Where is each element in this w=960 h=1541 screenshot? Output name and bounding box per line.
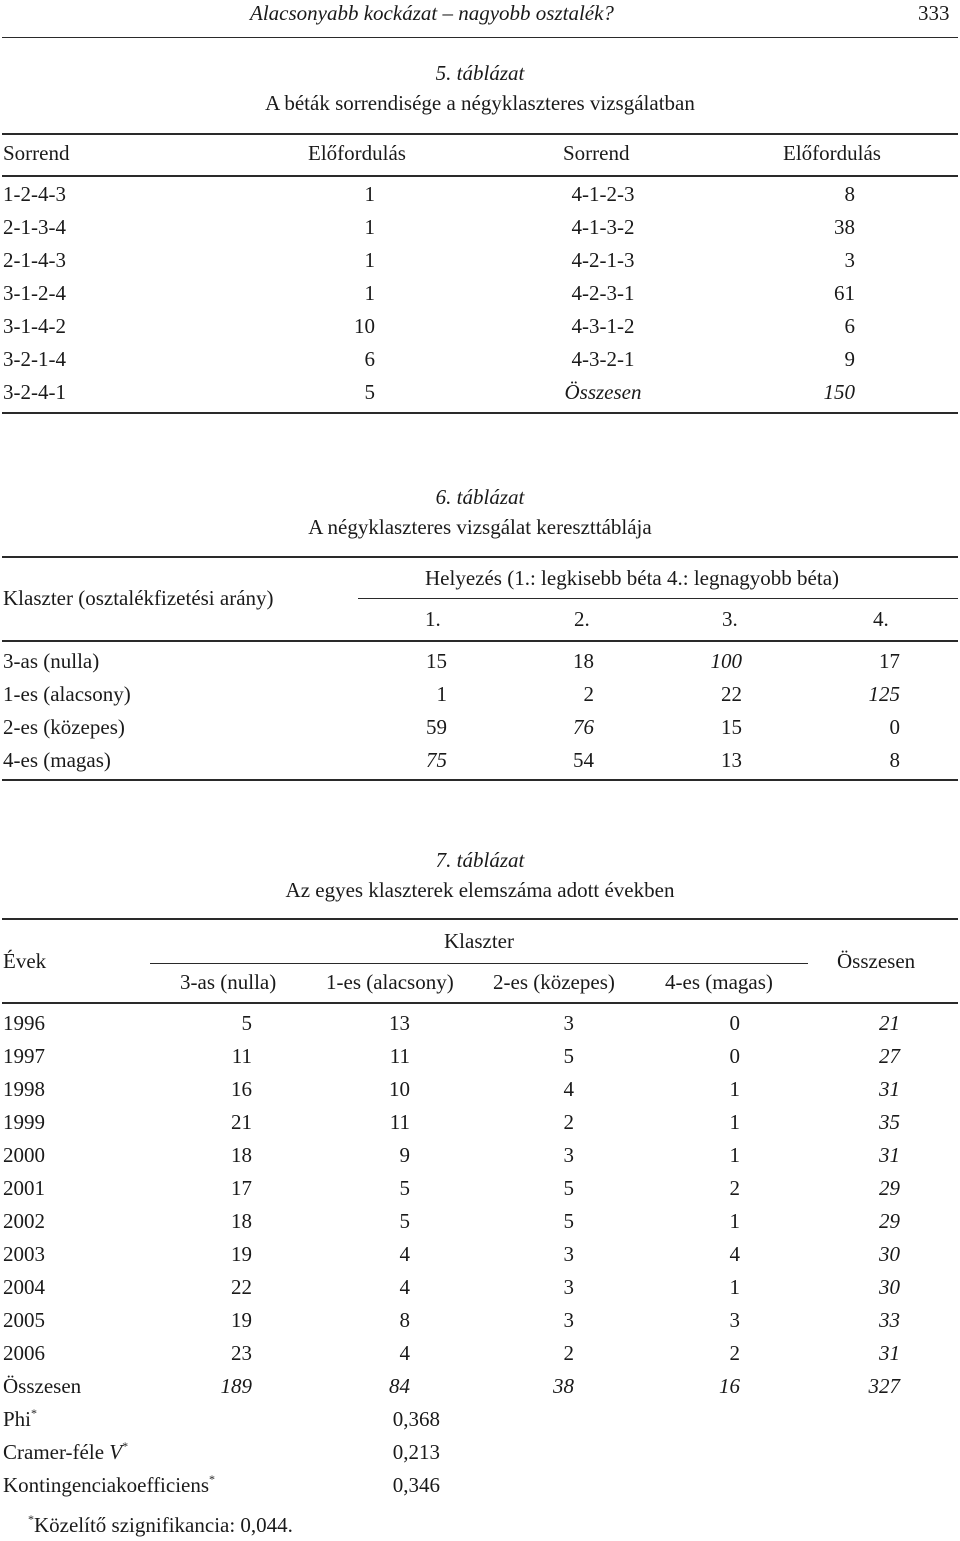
table7-cell: 30 xyxy=(879,1242,900,1266)
table7-cell: 38 xyxy=(553,1374,574,1398)
table7-cell: 11 xyxy=(389,1044,410,1068)
table5-cell: 3-2-4-1 xyxy=(3,380,66,404)
footnote-star: * xyxy=(28,1512,34,1526)
table6-bottom-rule xyxy=(2,779,958,781)
table5-cell: 1 xyxy=(364,248,375,272)
table7-cell: 35 xyxy=(879,1110,900,1134)
table7-year: 1996 xyxy=(3,1011,45,1035)
table6-cell: 18 xyxy=(573,649,594,673)
table7-cell: 23 xyxy=(231,1341,252,1365)
table7-cell: 31 xyxy=(879,1341,900,1365)
table7-sub-header: 1-es (alacsony) xyxy=(326,970,454,994)
table5-cell: 4-2-1-3 xyxy=(571,248,635,272)
footnote-text: Közelítő szignifikancia: 0,044. xyxy=(34,1513,293,1537)
table6-cell: 125 xyxy=(868,682,900,706)
table6-cell: 0 xyxy=(889,715,900,739)
table7-cell: 5 xyxy=(563,1209,574,1233)
table5-col-header: Előfordulás xyxy=(783,141,881,165)
table7-cell: 19 xyxy=(231,1308,252,1332)
table6-row-label: 2-es (közepes) xyxy=(3,715,125,739)
table7-cell: 3 xyxy=(563,1308,574,1332)
stat-star: * xyxy=(122,1439,129,1453)
table7-stat-label xyxy=(3,1472,216,1497)
stat-label-symbol: V xyxy=(109,1440,123,1464)
stat-label-text: Cramer-féle xyxy=(3,1440,110,1464)
table7-cell: 4 xyxy=(563,1077,574,1101)
table5-bottom-rule xyxy=(2,412,958,414)
table5-cell: 3-1-4-2 xyxy=(3,314,66,338)
table6-sub-header: 1. xyxy=(425,607,441,631)
table6-sub-header: 2. xyxy=(574,607,590,631)
table5-header-rule xyxy=(2,175,958,177)
table7-cell: 84 xyxy=(389,1374,410,1398)
table7-cell: 31 xyxy=(879,1143,900,1167)
table5-cell: 6 xyxy=(364,347,375,371)
table7-cell: 16 xyxy=(719,1374,740,1398)
table7-cell: 327 xyxy=(868,1374,900,1398)
table7-cell: 4 xyxy=(399,1275,410,1299)
table6-header-rule xyxy=(2,640,958,642)
table7-cell: 2 xyxy=(563,1341,574,1365)
table7-cell: 16 xyxy=(231,1077,252,1101)
table5-cell: 9 xyxy=(844,347,855,371)
table5-cell: 3 xyxy=(844,248,855,272)
table7-cell: 29 xyxy=(879,1209,900,1233)
table7-cell: 1 xyxy=(729,1209,740,1233)
table7-cell: 2 xyxy=(729,1176,740,1200)
table5-cell: 3-2-1-4 xyxy=(3,347,66,371)
table7-year: 2001 xyxy=(3,1176,45,1200)
table7-cell: 11 xyxy=(231,1044,252,1068)
table7-cell: 0 xyxy=(729,1044,740,1068)
table7-group-header: Klaszter xyxy=(444,929,514,953)
table5-cell: 6 xyxy=(844,314,855,338)
table6-row-label: 4-es (magas) xyxy=(3,748,111,772)
table5-title: A béták sorrendisége a négyklaszteres vizsgálatban xyxy=(265,91,695,115)
table7-cell: 18 xyxy=(231,1143,252,1167)
table7-cell: 9 xyxy=(399,1143,410,1167)
table7-year: 2005 xyxy=(3,1308,45,1332)
table6-row-label: 3-as (nulla) xyxy=(3,649,100,673)
table7-stat-value: 0,346 xyxy=(392,1473,440,1497)
table6-cell: 59 xyxy=(426,715,447,739)
table7-stat-value: 0,213 xyxy=(392,1440,440,1464)
table7-cell: 29 xyxy=(879,1176,900,1200)
table6-cell: 17 xyxy=(879,649,900,673)
table6-cell: 2 xyxy=(583,682,594,706)
table7-cell: 5 xyxy=(563,1044,574,1068)
table6-title: A négyklaszteres vizsgálat kereszttáblája xyxy=(308,515,652,539)
table5-cell: 2-1-3-4 xyxy=(3,215,66,239)
table7-cell: 27 xyxy=(879,1044,900,1068)
table6-sub-header: 4. xyxy=(873,607,889,631)
table5-cell: 1-2-4-3 xyxy=(3,182,66,206)
table5-col-header: Sorrend xyxy=(563,141,630,165)
table6-cell: 76 xyxy=(573,715,594,739)
table7-cell: 33 xyxy=(879,1308,900,1332)
table7-cell: 2 xyxy=(563,1110,574,1134)
table7-title: Az egyes klaszterek elemszáma adott években xyxy=(285,878,675,902)
table7-year: Összesen xyxy=(3,1374,82,1398)
table7-sub-header: 2-es (közepes) xyxy=(493,970,615,994)
table7-cell: 4 xyxy=(399,1242,410,1266)
table7-sub-header: 4-es (magas) xyxy=(665,970,773,994)
table6-cell: 75 xyxy=(426,748,447,772)
table7-year: 2002 xyxy=(3,1209,45,1233)
table7-cell: 11 xyxy=(389,1110,410,1134)
table7-year: 2000 xyxy=(3,1143,45,1167)
table7-cell: 21 xyxy=(231,1110,252,1134)
table6-sub-header: 3. xyxy=(722,607,738,631)
table6-cell: 8 xyxy=(889,748,900,772)
table7-cell: 31 xyxy=(879,1077,900,1101)
table7-stat-value: 0,368 xyxy=(392,1407,440,1431)
table7-cell: 1 xyxy=(729,1143,740,1167)
table5-number: 5. táblázat xyxy=(435,61,525,85)
table7-cell: 3 xyxy=(563,1143,574,1167)
table7-cell: 5 xyxy=(241,1011,252,1035)
table6-group-rule xyxy=(358,598,958,599)
table7-cell: 21 xyxy=(879,1011,900,1035)
table6-group-header: Helyezés (1.: legkisebb béta 4.: legnagyobb béta) xyxy=(425,566,840,590)
page-number: 333 xyxy=(918,1,950,25)
table7-cell: 13 xyxy=(389,1011,410,1035)
table5-cell: 4-2-3-1 xyxy=(571,281,635,305)
table7-number: 7. táblázat xyxy=(435,848,525,872)
table7-header-rule xyxy=(2,1002,958,1004)
table5-cell: 4-3-2-1 xyxy=(571,347,635,371)
table7-cell: 4 xyxy=(399,1341,410,1365)
table6-cell: 54 xyxy=(573,748,594,772)
table7-cell: 5 xyxy=(399,1209,410,1233)
table7-cell: 30 xyxy=(879,1275,900,1299)
table7-group-rule xyxy=(150,963,808,964)
table7-year: 1998 xyxy=(3,1077,45,1101)
table5-cell: 8 xyxy=(844,182,855,206)
table7-cell: 5 xyxy=(563,1176,574,1200)
table6-cell: 13 xyxy=(721,748,742,772)
table5-cell: 4-3-1-2 xyxy=(571,314,635,338)
table6-cell: 100 xyxy=(710,649,742,673)
stat-star: * xyxy=(31,1406,38,1420)
table6-cell: 1 xyxy=(436,682,447,706)
table5-cell: 38 xyxy=(834,215,855,239)
table7-cell: 2 xyxy=(729,1341,740,1365)
table7-years-header: Évek xyxy=(3,949,47,973)
table7-footnote xyxy=(28,1512,293,1537)
table5-cell: 5 xyxy=(364,380,375,404)
table7-year: 2004 xyxy=(3,1275,45,1299)
stat-label-text: Phi xyxy=(3,1407,32,1431)
table5-cell: Összesen xyxy=(564,380,642,404)
table7-stat-label xyxy=(3,1406,38,1431)
table5-top-rule xyxy=(2,133,958,135)
table7-cell: 8 xyxy=(399,1308,410,1332)
table7-year: 1999 xyxy=(3,1110,45,1134)
table7-cell: 189 xyxy=(220,1374,252,1398)
table5-col-header: Sorrend xyxy=(3,141,70,165)
table7-stat-label xyxy=(3,1439,129,1464)
table5-cell: 3-1-2-4 xyxy=(3,281,66,305)
table5-cell: 10 xyxy=(354,314,375,338)
table6-row-label: 1-es (alacsony) xyxy=(3,682,131,706)
table7-cell: 3 xyxy=(729,1308,740,1332)
header-rule xyxy=(2,37,958,38)
table6-cell: 22 xyxy=(721,682,742,706)
table5-col-header: Előfordulás xyxy=(308,141,406,165)
table7-sub-header: 3-as (nulla) xyxy=(180,970,277,994)
table7-cell: 17 xyxy=(231,1176,252,1200)
table5-cell: 1 xyxy=(364,182,375,206)
table5-cell: 4-1-3-2 xyxy=(571,215,635,239)
table7-cell: 0 xyxy=(729,1011,740,1035)
table7-year: 1997 xyxy=(3,1044,45,1068)
table6-row-header: Klaszter (osztalékfizetési arány) xyxy=(3,586,274,610)
stat-label-text: Kontingenciakoefficiens xyxy=(3,1473,210,1497)
table5-cell: 1 xyxy=(364,281,375,305)
table7-cell: 3 xyxy=(563,1011,574,1035)
table5-cell: 150 xyxy=(823,380,855,404)
table5-cell: 2-1-4-3 xyxy=(3,248,66,272)
table6-cell: 15 xyxy=(426,649,447,673)
table5-cell: 61 xyxy=(834,281,855,305)
table7-cell: 19 xyxy=(231,1242,252,1266)
table7-cell: 10 xyxy=(389,1077,410,1101)
table7-cell: 1 xyxy=(729,1275,740,1299)
table7-cell: 3 xyxy=(563,1242,574,1266)
table6-top-rule xyxy=(2,556,958,558)
table7-cell: 18 xyxy=(231,1209,252,1233)
running-title: Alacsonyabb kockázat – nagyobb osztalék? xyxy=(250,1,614,25)
table7-cell: 1 xyxy=(729,1077,740,1101)
stat-star: * xyxy=(209,1472,216,1486)
table7-cell: 4 xyxy=(729,1242,740,1266)
table7-cell: 1 xyxy=(729,1110,740,1134)
table7-year: 2006 xyxy=(3,1341,45,1365)
table7-top-rule xyxy=(2,918,958,920)
table5-cell: 4-1-2-3 xyxy=(571,182,635,206)
table7-cell: 5 xyxy=(399,1176,410,1200)
table7-cell: 3 xyxy=(563,1275,574,1299)
table6-cell: 15 xyxy=(721,715,742,739)
table6-number: 6. táblázat xyxy=(435,485,525,509)
table7-year: 2003 xyxy=(3,1242,45,1266)
table7-cell: 22 xyxy=(231,1275,252,1299)
table7-total-header: Összesen xyxy=(837,949,916,973)
table5-cell: 1 xyxy=(364,215,375,239)
